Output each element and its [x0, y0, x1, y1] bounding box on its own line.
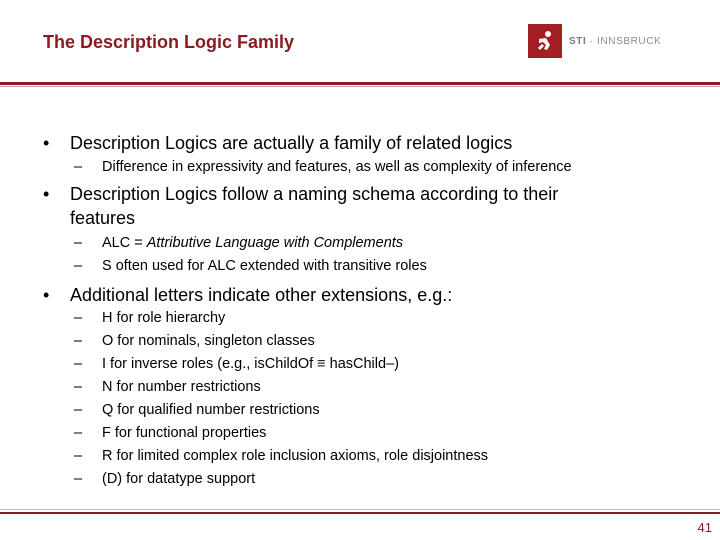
sub-bullet-text: O for nominals, singleton classes: [102, 333, 315, 349]
sub-bullet-text: H for role hierarchy: [102, 310, 226, 326]
sub-bullet-text: I for inverse roles (e.g., isChildOf ≡ hasChild–): [102, 356, 399, 372]
bullet-marker: •: [43, 285, 50, 305]
bullet-text: Additional letters indicate other extensions, e.g.:: [70, 285, 453, 305]
alc-expansion: Attributive Language with Complements: [146, 235, 404, 251]
dash-marker: –: [74, 425, 83, 441]
sti-innsbruck-logo: [528, 24, 661, 58]
logo-wordmark: STI · INNSBRUCK: [569, 35, 662, 47]
dash-marker: –: [74, 402, 83, 418]
bullet-text: Description Logics are actually a family of related logics: [70, 133, 513, 153]
bullet-marker: •: [43, 184, 50, 204]
sub-bullet-text: Q for qualified number restrictions: [102, 402, 320, 418]
sub-bullet-text: (D) for datatype support: [102, 471, 256, 487]
sub-bullet-text: N for number restrictions: [102, 379, 261, 395]
sub-bullet-text: S often used for ALC extended with transitive roles: [102, 258, 427, 274]
bullet-marker: •: [43, 133, 50, 153]
dash-marker: –: [74, 159, 83, 175]
footer-divider-thin: [0, 509, 720, 510]
dash-marker: –: [74, 448, 83, 464]
bullet-text-line-1: Description Logics follow a naming schema according to their: [70, 184, 559, 204]
dash-marker: –: [74, 258, 83, 274]
sub-bullet-text: F for functional properties: [102, 425, 267, 441]
dash-marker: –: [74, 471, 83, 487]
slide-title: The Description Logic Family: [43, 32, 295, 52]
dash-marker: –: [74, 356, 83, 372]
page-number: 41: [697, 520, 712, 535]
dash-marker: –: [74, 333, 83, 349]
sub-bullet-text: R for limited complex role inclusion axioms, role disjointness: [102, 448, 489, 464]
dash-marker: –: [74, 310, 83, 326]
header-divider-thin: [0, 86, 720, 87]
header-divider: [0, 82, 720, 85]
footer-divider: [0, 512, 720, 514]
bullet-text-line-2: features: [70, 208, 136, 228]
sub-bullet-text: [102, 234, 403, 252]
sub-bullet-text: Difference in expressivity and features, as well as complexity of inference: [102, 159, 572, 175]
alc-prefix: ALC =: [102, 235, 147, 251]
dash-marker: –: [74, 379, 83, 395]
dash-marker: –: [74, 235, 83, 251]
sti-logo-icon: [528, 24, 562, 58]
